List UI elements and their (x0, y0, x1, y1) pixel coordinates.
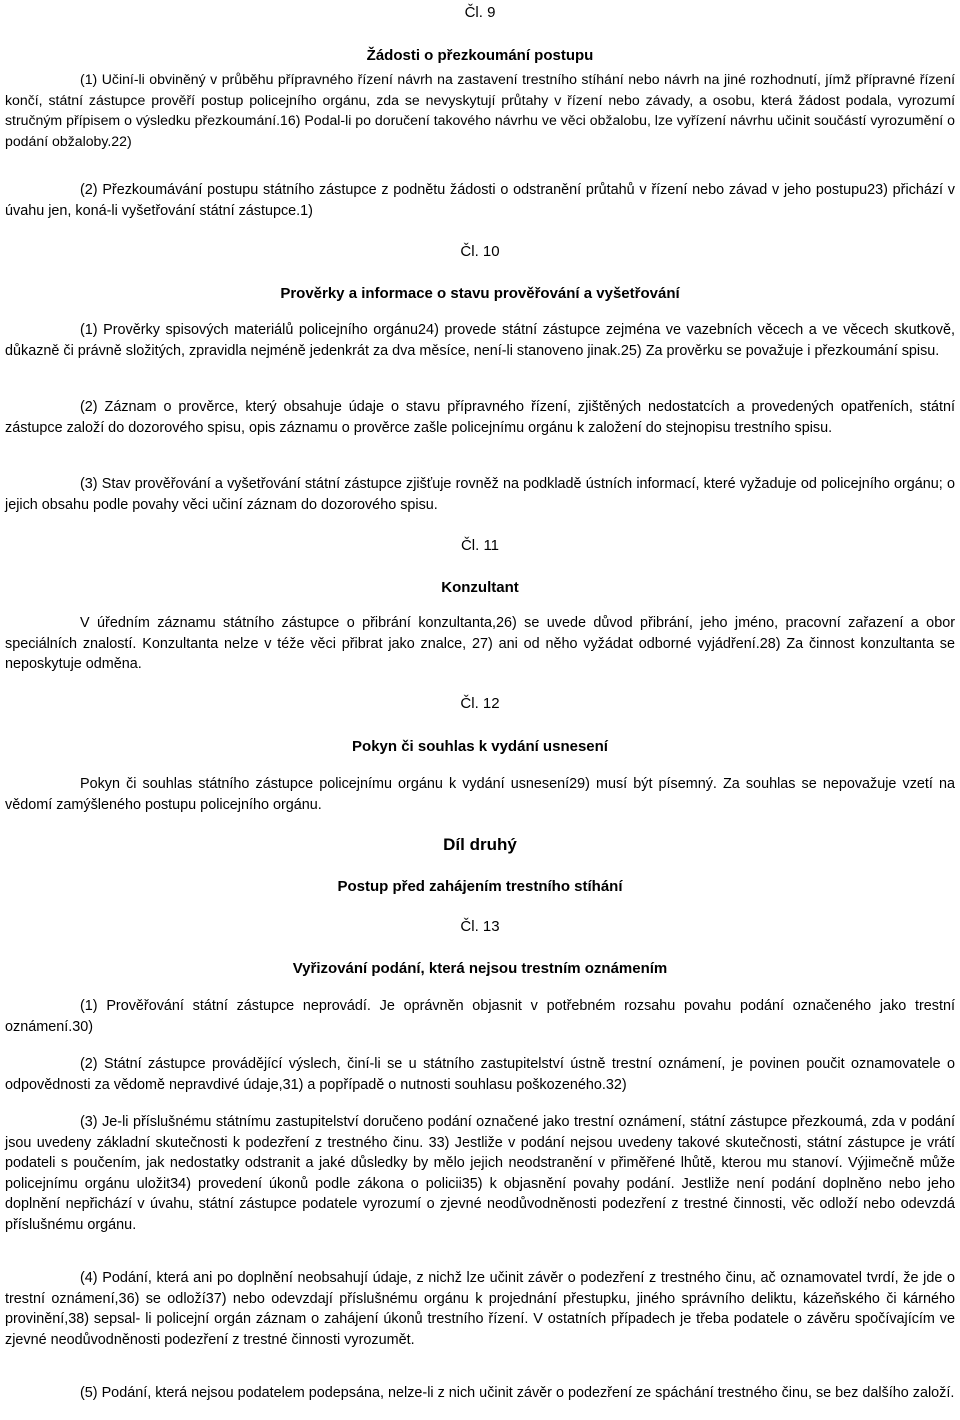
article-13-paragraph-3: (3) Je-li příslušnému státnímu zastupitelství doručeno podání označené jako trestní oznámení, státní zástupce přezkoumá, zda v podání jsou uvedeny základní skutečnosti k podezření z trestného činu. 33) Jestliže v podání nejsou uvedeny takové skutečnosti, státní zástupce je vrátí podateli s poučením, jak nedostatky odstranit a jaké důsledky by mělo jejich neodstranění v přiměřené lhůtě, kterou mu stanoví. Výjimečně může policejnímu orgánu uložit34) provedení úkonů podle zákona o policii35) k objasnění povahy podání. Jestliže není podání doplněno nebo jeho doplnění nepřichází v úvahu, státní zástupce podatele vyrozumí o zjevné neodůvodněnosti podezření z trestné činnosti, věc odloží nebo odevzdá příslušnému orgánu. (5, 1114, 955, 1233)
article-12-heading: Čl. 12 (460, 695, 500, 712)
part-subtitle: Postup před zahájením trestního stíhání (337, 878, 623, 895)
article-10-title: Prověrky a informace o stavu prověřování a vyšetřování (280, 285, 680, 302)
article-11-paragraph-1: V úředním záznamu státního zástupce o přibrání konzultanta,26) se uvede důvod přibrání, jeho jméno, pracovní zařazení a obor speciálních znalostí. Konzultanta nelze v téže věci přibrat jako znalce, 27) ani od něho vyžádat odborné vyjádření.28) Za činnost konzultanta se neposkytuje odměna. (5, 615, 955, 672)
article-10-paragraph-2: (2) Záznam o prověrce, který obsahuje údaje o stavu přípravného řízení, zjištěných nedostatcích a provedených opatřeních, státní zástupce založí do dozorového spisu, opis záznamu o prověrce zašle policejnímu orgánu k založení do stejnopisu trestního spisu. (5, 399, 955, 436)
article-9-heading: Čl. 9 (464, 4, 496, 21)
article-12-title: Pokyn či souhlas k vydání usnesení (352, 738, 608, 755)
article-13-paragraph-2: (2) Státní zástupce provádějící výslech, činí-li se u státního zastupitelství ústně trestní oznámení, je povinen poučit oznamovatele o odpovědnosti za vědomě nepravdivé údaje,31) a popřípadě o nutnosti souhlasu poškozeného.32) (5, 1056, 955, 1093)
article-11-heading: Čl. 11 (460, 537, 500, 554)
article-9-paragraph-1: (1) Učiní-li obviněný v průběhu přípravného řízení návrh na zastavení trestního stíhání nebo návrh na jiné rozhodnutí, jímž přípravné řízení končí, státní zástupce prověří postup policejního orgánu, zda se nevyskytují průtahy v řízení nebo závady, a osobu, která žádost podala, vyrozumí stručným přípisem o výsledku přezkoumání.16) Podal-li po doručení takového návrhu ve věci obžalobu, lze vyřízení návrhu učinit součástí vyrozumění o podání obžaloby.22) (5, 71, 955, 149)
article-13-paragraph-1: (1) Prověřování státní zástupce neprovádí. Je oprávněn objasnit v potřebném rozsahu povahu podání označeného jako trestní oznámení.30) (5, 998, 955, 1035)
article-13-title: Vyřizování podání, která nejsou trestním oznámením (292, 960, 668, 977)
article-11-title: Konzultant (441, 579, 519, 596)
article-10-paragraph-1: (1) Prověrky spisových materiálů policejního orgánu24) provede státní zástupce zejména ve vazebních věcech a ve věcech skutkově, důkazně či právně složitých, zpravidla nejméně jedenkrát za dva měsíce, není-li stanoveno jinak.25) Za prověrku se považuje i přezkoumání spisu. (5, 322, 955, 359)
article-13-heading: Čl. 13 (460, 918, 500, 935)
article-10-heading: Čl. 10 (460, 243, 500, 260)
article-10-paragraph-3: (3) Stav prověřování a vyšetřování státní zástupce zjišťuje rovněž na podkladě ústních informací, které vyžaduje od policejního orgánu; o jejich obsahu podle povahy věci učiní záznam do dozorového spisu. (5, 476, 955, 513)
article-13-paragraph-5: (5) Podání, která nejsou podatelem podepsána, nelze-li z nich učinit závěr o podezření ze spáchání trestného činu, se bez dalšího založí. (80, 1385, 955, 1401)
article-12-paragraph-1: Pokyn či souhlas státního zástupce policejnímu orgánu k vydání usnesení29) musí být písemný. Za souhlas se nepovažuje vzetí na vědomí zamýšleného postupu policejního orgánu. (5, 776, 955, 813)
part-title: Díl druhý (443, 835, 517, 854)
article-9-paragraph-2: (2) Přezkoumávání postupu státního zástupce z podnětu žádosti o odstranění průtahů v řízení nebo závad v jeho postupu23) přichází v úvahu jen, koná-li vyšetřování státní zástupce.1) (5, 182, 955, 219)
article-13-paragraph-4: (4) Podání, která ani po doplnění neobsahují údaje, z nichž lze učinit závěr o podezření z trestného činu, ač oznamovatel tvrdí, že jde o trestní oznámení,36) se odloží37) nebo odevzdají příslušnému orgánu k projednání přestupku, jiného správního deliktu, kázeňského či kárného provinění,38) sepsal- li policejní orgán záznam o zahájení úkonů trestního řízení. V ostatních případech je třeba podatele o závěru spočívajícím ve zjevné neodůvodněnosti podezření z trestné činnosti vyrozumět. (5, 1270, 955, 1348)
article-9-title: Žádosti o přezkoumání postupu (366, 47, 594, 64)
